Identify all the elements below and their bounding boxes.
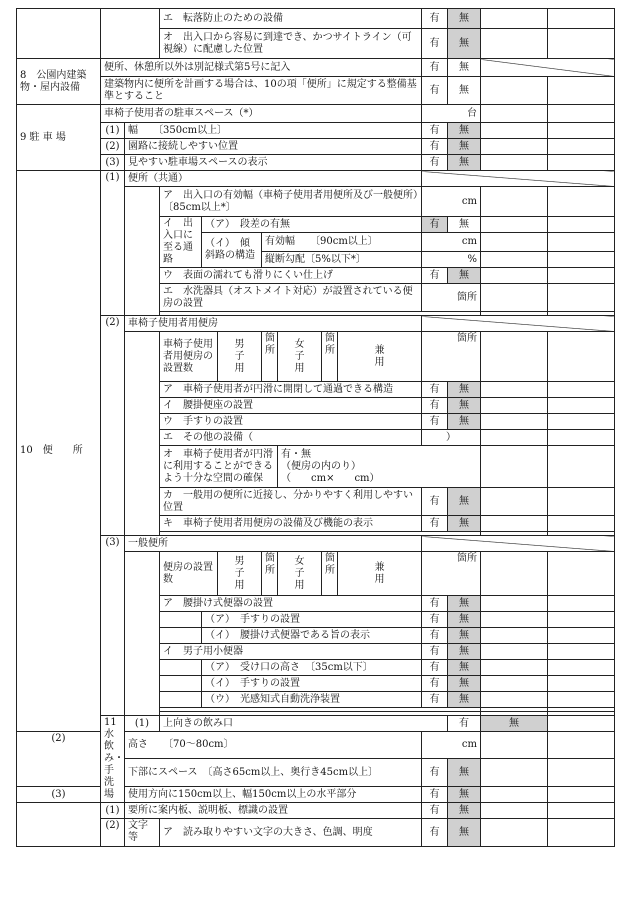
count-label: 便房の設置数: [160, 552, 218, 596]
item-label: 見やすい駐車場スペースの表示: [125, 155, 422, 171]
blank-cell: [481, 430, 548, 446]
no-label: 無: [448, 803, 481, 819]
item-label: エ 水洗器具（オストメイト対応）が設置されている便房の設置: [160, 284, 422, 312]
table-row: [17, 105, 615, 123]
table-row: [17, 59, 615, 77]
section-8-title: 8 公園内建築物・屋内設備: [17, 59, 101, 105]
blank-cell: [481, 552, 548, 596]
blank-cell: [548, 732, 615, 759]
indent-cell: [160, 660, 202, 676]
no-label: 無: [448, 414, 481, 430]
table-row: [17, 716, 615, 732]
unit-label: cm: [422, 732, 481, 759]
yes-label: 有: [422, 676, 448, 692]
item-label: 便所、休憩所以外は別記様式第5号に記入: [101, 59, 422, 77]
blank-cell: [548, 787, 615, 803]
indent-cell: [125, 552, 160, 716]
item-label: カ 一般用の便所に近接し、分かりやすく利用しやすい位置: [160, 488, 422, 516]
blank-cell: [481, 77, 548, 105]
blank-cell: [481, 692, 548, 708]
item-number: (1): [101, 123, 125, 139]
blank-cell: [548, 628, 615, 644]
blank-cell: [548, 676, 615, 692]
item-label: エ その他の設備（: [160, 430, 422, 446]
item-number: (2): [101, 139, 125, 155]
item-label: （ア） 手すりの設置: [202, 612, 422, 628]
item-number: (3): [101, 155, 125, 171]
item-label: 有効幅 〔90cm以上〕: [262, 233, 422, 252]
no-label: 無: [448, 628, 481, 644]
no-label: 無: [448, 692, 481, 708]
item-number: (1): [101, 803, 125, 819]
subsection-heading: 便所（共通）: [125, 171, 422, 187]
blank-cell: [481, 382, 548, 398]
yes-label: 有: [422, 628, 448, 644]
paren-close: ）: [422, 430, 481, 446]
yes-label: 有: [422, 787, 448, 803]
unit-label: 箇所: [262, 552, 278, 596]
item-label: オ 出入口から容易に到達でき、かつサイトライン（可視線）に配慮した位置: [160, 29, 422, 59]
blank-cell: [481, 398, 548, 414]
blank-cell: [481, 732, 548, 759]
no-label: 無: [448, 77, 481, 105]
no-label: 無: [448, 819, 481, 847]
blank-cell: [548, 803, 615, 819]
blank-cell: [481, 612, 548, 628]
blank-cell: [481, 155, 548, 171]
blank-cell: [481, 516, 548, 532]
no-label: 無: [448, 612, 481, 628]
item-label: ウ 表面の濡れても滑りにくい仕上げ: [160, 268, 422, 284]
subsection-heading: 車椅子使用者用便房: [125, 316, 422, 332]
blank-cell: [548, 268, 615, 284]
item-label: 車椅子使用者の駐車スペース（*）: [101, 105, 422, 123]
item-label: ア 車椅子使用者が円滑に開閉して通過できる構造: [160, 382, 422, 398]
item-label: 縦断勾配〔5%以下*〕: [262, 252, 422, 268]
blank-cell: [548, 660, 615, 676]
blank-cell: [481, 644, 548, 660]
blank-cell: [548, 759, 615, 787]
blank-cell: [481, 233, 548, 252]
blank-cell: [481, 332, 548, 382]
item-label: ア 出入口の有効幅（車椅子使用者用便所及び一般便所）〔85cm以上*〕: [160, 187, 422, 217]
unit-label: 箇所: [422, 552, 481, 596]
yes-label: 有: [422, 516, 448, 532]
unit-label: %: [422, 252, 481, 268]
blank-cell: [548, 552, 615, 596]
blank-cell: [481, 446, 548, 488]
no-label: 無: [448, 9, 481, 29]
yes-label: 有: [422, 644, 448, 660]
blank-cell: [101, 9, 160, 59]
item-label: （ア） 段差の有無: [202, 217, 422, 233]
blank-cell: [481, 819, 548, 847]
no-label: 無: [448, 787, 481, 803]
unit-label: 箇所: [322, 552, 338, 596]
diagonal-cell: [422, 316, 615, 332]
yes-label: 有: [422, 819, 448, 847]
yes-label: 有: [422, 692, 448, 708]
table-row: [17, 9, 615, 29]
table-row: [17, 316, 615, 332]
blank-cell: [481, 660, 548, 676]
no-label: 無: [448, 123, 481, 139]
blank-cell: [548, 284, 615, 312]
diagonal-cell: [422, 171, 615, 187]
yes-label: 有: [422, 9, 448, 29]
blank-cell: [481, 268, 548, 284]
blank-cell: [548, 716, 615, 732]
blank-cell: [481, 252, 548, 268]
yes-label: 有: [422, 29, 448, 59]
item-number: (2): [17, 732, 101, 787]
blank-cell: [548, 488, 615, 516]
table-row: [17, 77, 615, 105]
blank-cell: [481, 217, 548, 233]
blank-cell: [548, 612, 615, 628]
no-label: 無: [448, 155, 481, 171]
no-label: 無: [481, 716, 548, 732]
item-label: 高さ 〔70〜80cm〕: [125, 732, 422, 759]
item-label: 園路に接続しやすい位置: [125, 139, 422, 155]
no-label: 無: [448, 382, 481, 398]
yes-label: 有: [422, 155, 448, 171]
indent-cell: [125, 187, 160, 316]
blank-cell: [548, 382, 615, 398]
blank-cell: [481, 414, 548, 430]
section-10-title: 10 便 所: [17, 171, 101, 732]
indent-cell: [125, 332, 160, 536]
item-number: (1): [101, 171, 125, 316]
both-label: 兼用: [338, 332, 422, 382]
blank-cell: [548, 155, 615, 171]
yes-label: 有: [422, 803, 448, 819]
item-number: (2): [101, 819, 125, 847]
blank-cell: [548, 414, 615, 430]
blank-cell: [548, 332, 615, 382]
blank-cell: [548, 77, 615, 105]
indent-cell: [160, 628, 202, 644]
female-label: 女子用: [278, 552, 322, 596]
table-row: [17, 139, 615, 155]
item-label: （ア） 受け口の高さ 〔35cm以下〕: [202, 660, 422, 676]
item-number: (1): [125, 716, 160, 732]
blank-cell: [481, 139, 548, 155]
no-label: 無: [448, 759, 481, 787]
blank-cell: [548, 516, 615, 532]
blank-cell: [17, 803, 101, 847]
item-label: 上向きの飲み口: [160, 716, 448, 732]
subsection-heading: 一般便所: [125, 536, 422, 552]
unit-label: 台: [422, 105, 481, 123]
yes-label: 有: [422, 268, 448, 284]
item-label: （イ） 手すりの設置: [202, 676, 422, 692]
blank-cell: [548, 123, 615, 139]
item-label: 要所に案内板、説明板、標識の設置: [125, 803, 422, 819]
unit-label: 箇所: [422, 332, 481, 382]
yes-label: 有: [422, 77, 448, 105]
blank-cell: [548, 398, 615, 414]
no-label: 無: [448, 139, 481, 155]
item-label: イ 出入口に至る通路: [160, 217, 202, 268]
male-label: 男子用: [218, 552, 262, 596]
item-label: オ 車椅子使用者が円滑に利用することができるよう十分な空間の確保: [160, 446, 278, 488]
checklist-table: [16, 8, 615, 847]
yes-label: 有: [422, 612, 448, 628]
yes-label: 有: [422, 139, 448, 155]
table-row: [17, 819, 615, 847]
item-label: 建築物内に便所を計画する場合は、10の項「便所」に規定する整備基準とすること: [101, 77, 422, 105]
table-row: [17, 155, 615, 171]
yes-label: 有: [422, 660, 448, 676]
blank-cell: [548, 596, 615, 612]
item-label: 幅 〔350cm以上〕: [125, 123, 422, 139]
blank-cell: [548, 430, 615, 446]
male-label: 男子用: [218, 332, 262, 382]
no-label: 無: [448, 59, 481, 77]
yes-label: 有: [422, 59, 448, 77]
space-yes-no: 有・無: [281, 448, 311, 460]
unit-label: 箇所: [262, 332, 278, 382]
indent-cell: [160, 676, 202, 692]
indent-cell: [160, 612, 202, 628]
item-number: (3): [17, 787, 101, 803]
space-dimensions: （ cm× cm）: [281, 472, 380, 484]
item-label: 文字等: [125, 819, 160, 847]
item-label: （ウ） 光感知式自動洗浄装置: [202, 692, 422, 708]
no-label: 無: [448, 676, 481, 692]
diagonal-cell: [422, 536, 615, 552]
blank-cell: [548, 644, 615, 660]
blank-cell: [481, 284, 548, 312]
blank-cell: [481, 759, 548, 787]
item-label: イ 男子用小便器: [160, 644, 422, 660]
item-label: エ 転落防止のための設備: [160, 9, 422, 29]
blank-cell: [481, 187, 548, 217]
no-label: 無: [448, 516, 481, 532]
blank-cell: [548, 139, 615, 155]
no-label: 無: [448, 398, 481, 414]
table-row: [17, 536, 615, 552]
item-number: (3): [101, 536, 125, 716]
blank-cell: [17, 9, 101, 59]
no-label: 無: [448, 644, 481, 660]
blank-cell: [481, 787, 548, 803]
blank-cell: [481, 676, 548, 692]
yes-label: 有: [422, 398, 448, 414]
item-label: イ 腰掛便座の設置: [160, 398, 422, 414]
blank-cell: [481, 803, 548, 819]
item-label: （イ） 傾斜路の構造: [202, 233, 262, 268]
blank-cell: [481, 123, 548, 139]
section-11-title: 11 水飲み・手洗場: [101, 716, 125, 803]
blank-cell: [548, 217, 615, 233]
yes-label: 有: [448, 716, 481, 732]
both-label: 兼用: [338, 552, 422, 596]
item-label: キ 車椅子使用者用便房の設備及び機能の表示: [160, 516, 422, 532]
yes-label: 有: [422, 382, 448, 398]
item-label: 使用方向に150cm以上、幅150cm以上の水平部分: [125, 787, 422, 803]
item-label: ア 読み取りやすい文字の大きさ、色調、明度: [160, 819, 422, 847]
blank-cell: [481, 488, 548, 516]
space-value: [278, 446, 481, 488]
no-label: 無: [448, 660, 481, 676]
blank-cell: [481, 596, 548, 612]
yes-label: 有: [422, 759, 448, 787]
yes-label: 有: [422, 217, 448, 233]
unit-label: cm: [422, 233, 481, 252]
blank-cell: [548, 105, 615, 123]
item-label: ア 腰掛け式便器の設置: [160, 596, 422, 612]
blank-cell: [548, 233, 615, 252]
yes-label: 有: [422, 414, 448, 430]
table-row: [17, 171, 615, 187]
blank-cell: [548, 29, 615, 59]
section-9-title: 9 駐 車 場: [17, 105, 101, 171]
blank-cell: [481, 628, 548, 644]
no-label: 無: [448, 596, 481, 612]
unit-label: 箇所: [422, 284, 481, 312]
no-label: 無: [448, 217, 481, 233]
no-label: 無: [448, 488, 481, 516]
blank-cell: [548, 187, 615, 217]
blank-cell: [481, 9, 548, 29]
item-label: （イ） 腰掛け式便器である旨の表示: [202, 628, 422, 644]
item-number: (2): [101, 316, 125, 536]
unit-label: 箇所: [322, 332, 338, 382]
yes-label: 有: [422, 123, 448, 139]
space-inner-label: （便房の内のり）: [281, 460, 361, 472]
diagonal-cell: [481, 59, 615, 77]
blank-cell: [481, 29, 548, 59]
table-row: [17, 123, 615, 139]
item-label: 下部にスペース 〔高さ65cm以上、奥行き45cm以上〕: [125, 759, 422, 787]
unit-label: cm: [422, 187, 481, 217]
no-label: 無: [448, 268, 481, 284]
count-label: 車椅子使用者用便房の設置数: [160, 332, 218, 382]
yes-label: 有: [422, 488, 448, 516]
blank-cell: [548, 692, 615, 708]
blank-cell: [548, 819, 615, 847]
item-label: ウ 手すりの設置: [160, 414, 422, 430]
blank-cell: [481, 105, 548, 123]
blank-cell: [548, 252, 615, 268]
indent-cell: [160, 692, 202, 708]
table-row: [17, 803, 615, 819]
yes-label: 有: [422, 596, 448, 612]
blank-cell: [548, 446, 615, 488]
no-label: 無: [448, 29, 481, 59]
female-label: 女子用: [278, 332, 322, 382]
blank-cell: [548, 9, 615, 29]
